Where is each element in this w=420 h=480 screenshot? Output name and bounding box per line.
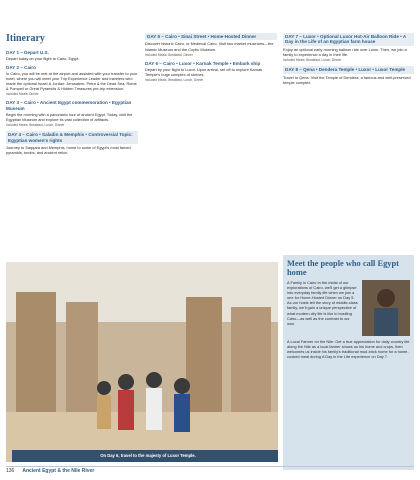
luxor-temple-photo: [6, 262, 278, 462]
page-number: 136: [6, 468, 15, 474]
day-text: Discover historic Cairo, or Medieval Cairo. Visit two market museums—the Islamic Museum and the Coptic Museum.: [145, 41, 274, 52]
day-heading: DAY 1 – Depart U.S.: [6, 50, 49, 55]
photo-caption: On Day 6, travel to the majesty of Luxor Temple.: [12, 450, 278, 462]
footer-rule: [6, 466, 414, 467]
day-heading: DAY 2 – Cairo: [6, 64, 36, 70]
meet-people-sidebar: [283, 255, 414, 470]
local-person-photo: [362, 280, 410, 336]
day-text: In Cairo, you will be met at the airport and assisted with your transfer to your hotel, where you will meet your Trip Experience Leader and travelers who made the optional Israel & Jordan: Jerusalem, Petra & the Dead Sea, Rome & Pompeii or Great Pyramids & Hidden Treasures pre-trip extension.: [6, 70, 138, 92]
page-footer: [6, 468, 94, 474]
day-text: Journey to Saqqara and Memphis, home to some of Egypt's most famed pyramids, tombs, and ancient relics.: [6, 145, 131, 156]
sidebar-title: Meet the people who call Egypt home: [287, 259, 399, 277]
day-text: Enjoy an optional early-morning balloon ride over Luxor. Then, we join a family to experience a day in their life.: [283, 46, 407, 57]
itinerary-column-1: [6, 47, 138, 155]
day-heading: DAY 4 – Cairo • Saladin & Memphis • Controversial Topic: Egyptian women's rights: [6, 131, 138, 144]
day-heading: DAY 6 – Cairo • Luxor • Karnak Temple • Embark ship: [145, 60, 261, 66]
meal-note: Included Meals: Breakfast, Dinner: [145, 52, 193, 57]
day-heading: DAY 7 – Luxor • Optional Luxor Hot-Air Balloon Ride • A Day in the Life of an Egyptian farm house: [283, 33, 414, 46]
meal-note: Included Meals: Breakfast, Lunch, Dinner: [283, 58, 342, 62]
person-illustration: [362, 280, 410, 336]
itinerary-column-2: [145, 30, 277, 83]
meal-note: Included Meals: Breakfast, Lunch, Dinner: [145, 78, 204, 83]
sidebar-row: [287, 280, 410, 336]
footer-title: Ancient Egypt & the Nile River: [22, 468, 95, 474]
day-heading: DAY 5 – Cairo • Sinai Street • Home-Hosted Dinner: [145, 33, 277, 40]
itinerary-title: Itinerary: [6, 33, 45, 44]
sidebar-paragraph-1: A Family in Cairo In the midst of our explorations of Cairo, we'll get a glimpse into everyday family life when we join a one for Home-Hosted Dinner on Day 5. As our hosts tell the story of middle-class family, we'll gain a unique perspective of what modern city life is like in bustling Cairo—as well as the contrast to our own.: [287, 280, 358, 326]
day-heading: DAY 3 – Cairo • Ancient Egypt commemoration • Egyptian Museum: [6, 100, 132, 111]
sidebar-paragraph-2: A Local Farmer on the Nile: Get a true appreciation for daily country life along the Nile as a local farmer shows us his home and crops, then welcomes us inside his family's traditional mud-brick home for a home-cooked meal during A Day in the Life experience on Day 7.: [287, 339, 410, 360]
itinerary-column-3: [283, 30, 414, 85]
day-text: Travel to Qena. Visit the Temple of Dendera, a famous and well-preserved temple complex.: [283, 74, 411, 85]
day-heading: DAY 8 – Qena • Dendera Temple • Luxor • Luxor Temple: [283, 66, 414, 73]
meal-note: Included Meals: Dinner: [6, 92, 39, 97]
day-text: Depart today on your flight to Cairo, Egypt.: [6, 56, 80, 62]
day-text: Begin the morning with a panoramic tour of ancient Egypt. Today, visit the Egyptian Museum and explore its vast collection of artifacts.: [6, 112, 133, 123]
day-text: Depart by your flight to Luxor. Upon arrival, set off to explore Karnak Temple's huge complex of shrines.: [145, 67, 263, 78]
temple-illustration: [6, 262, 278, 462]
meal-note: Included Meals: Breakfast, Lunch, Dinner: [6, 123, 65, 128]
